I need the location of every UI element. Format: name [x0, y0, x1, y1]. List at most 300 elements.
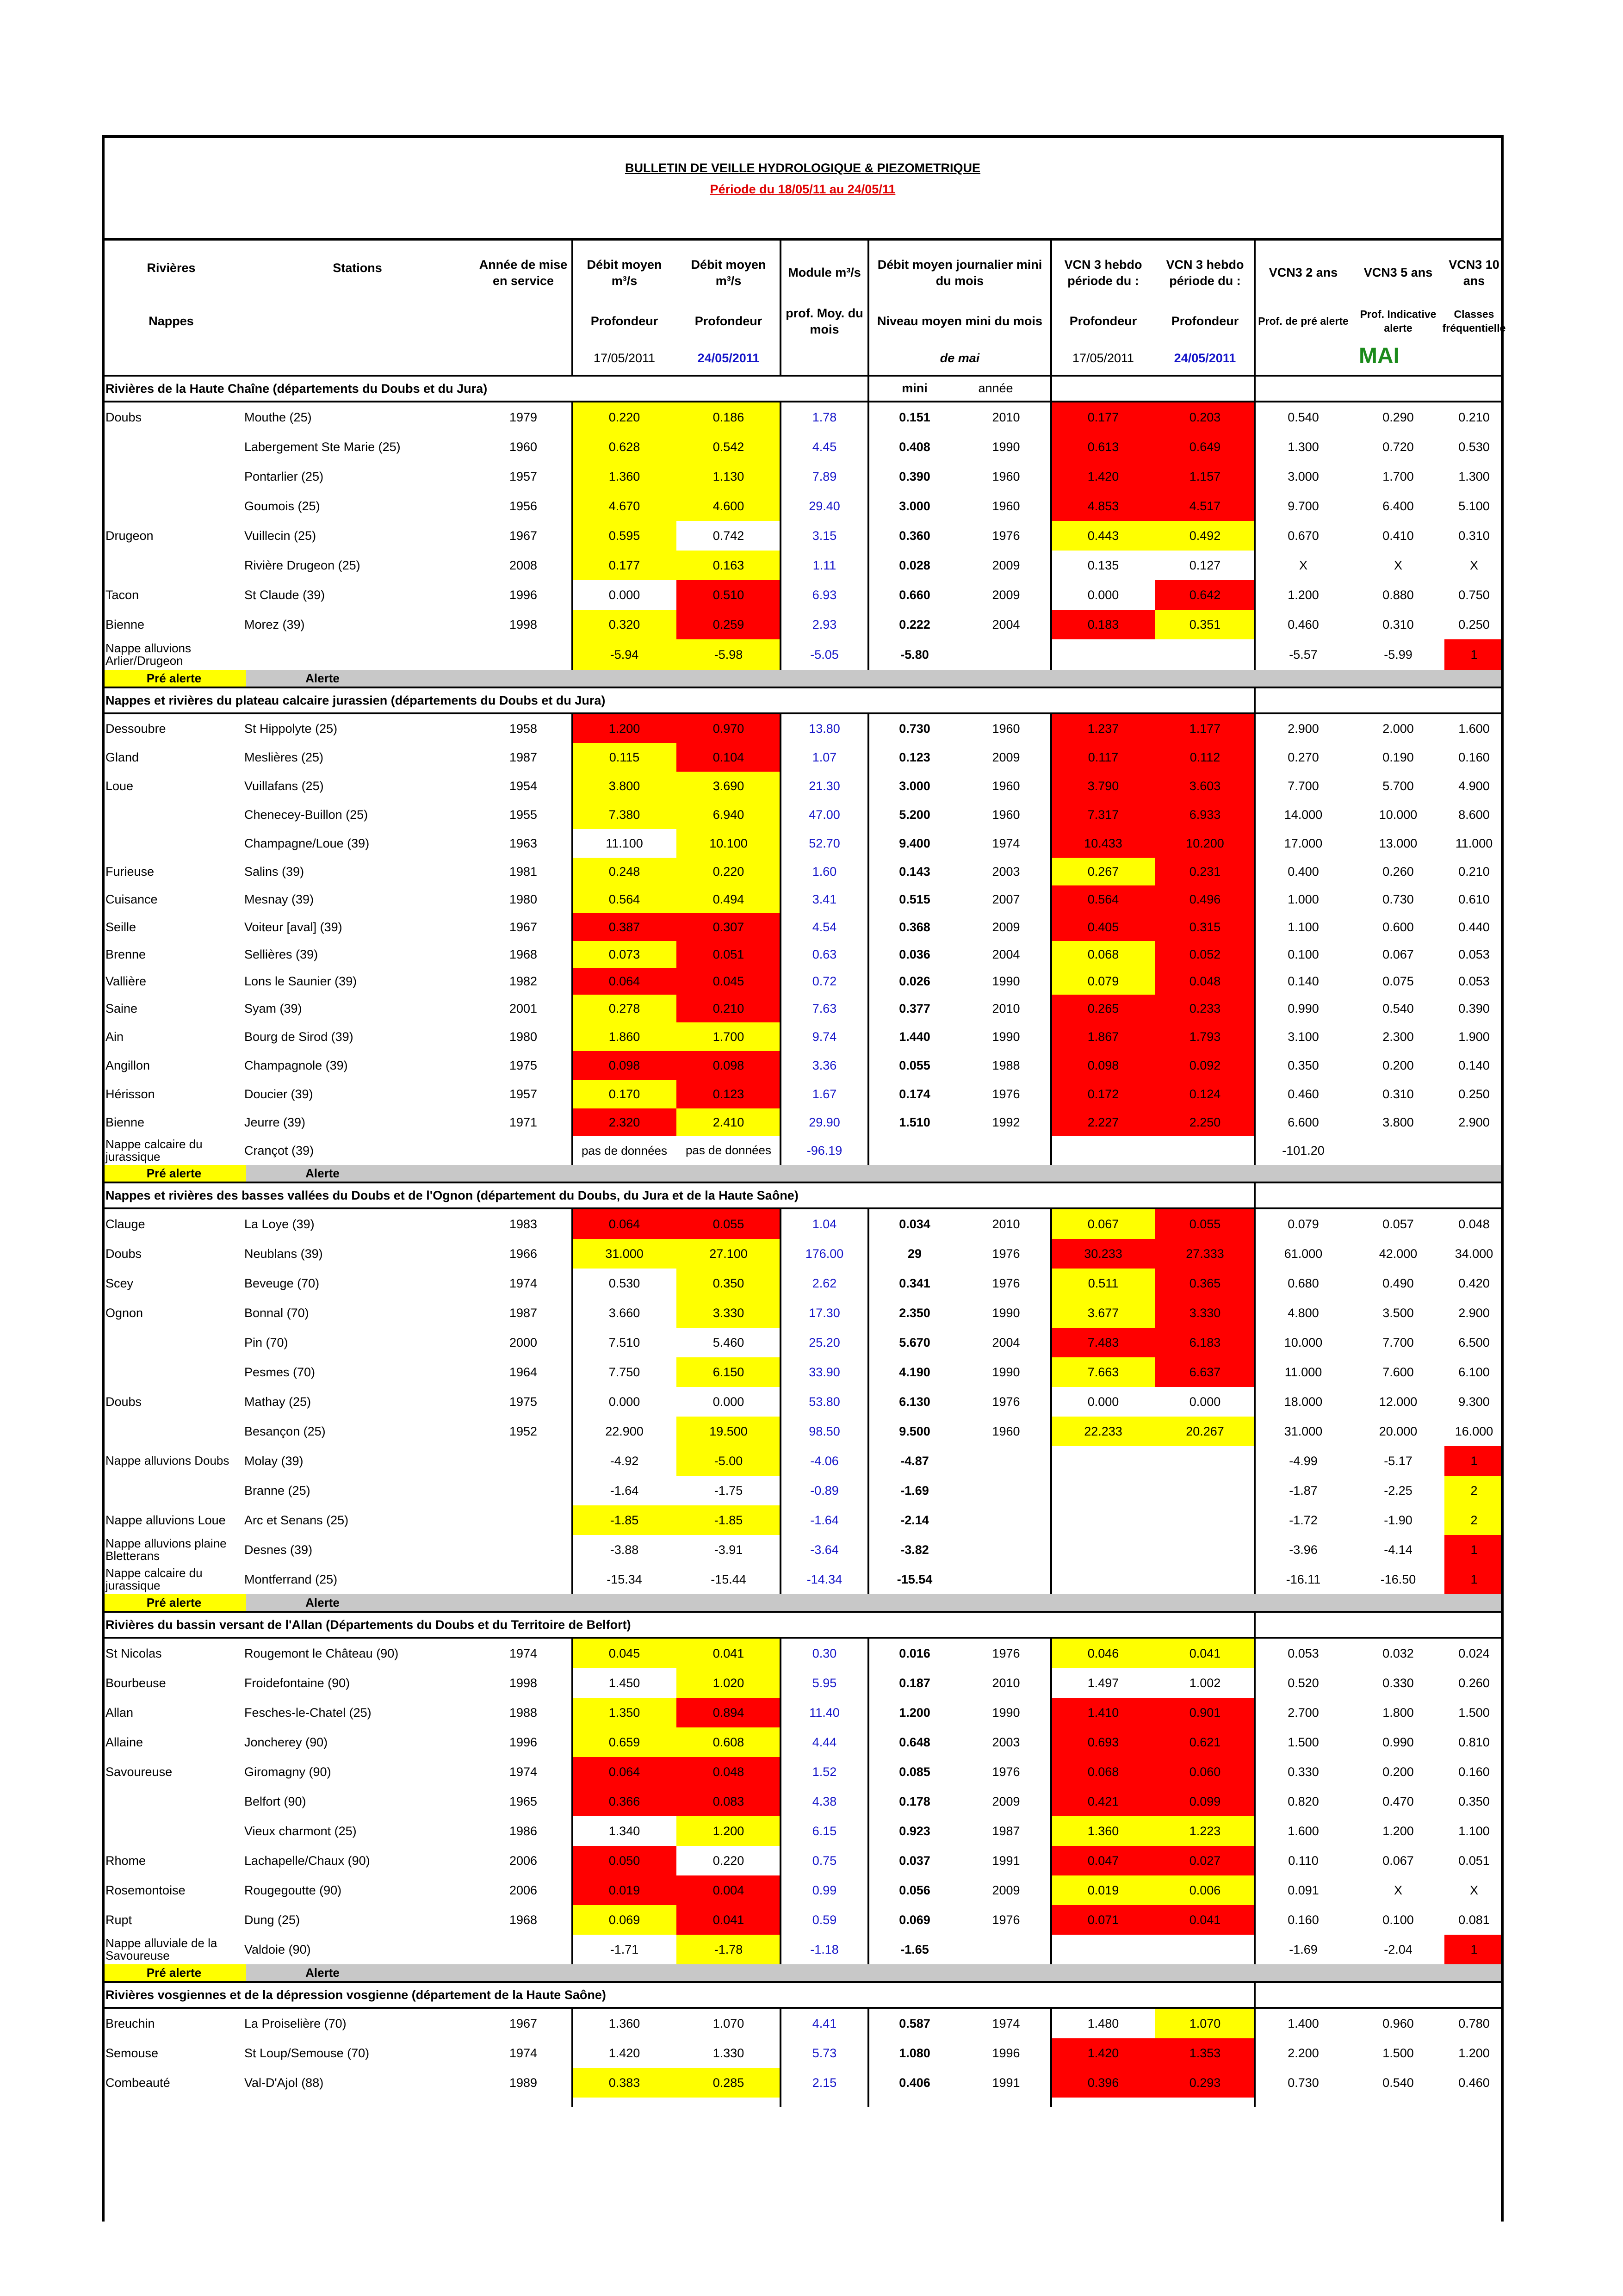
- cell-d1: 0.628: [572, 432, 676, 462]
- cell-mn: 0.055: [899, 1058, 930, 1072]
- cell-q2: 3.000: [1288, 469, 1319, 483]
- cell-q10: 0.810: [1458, 1735, 1490, 1749]
- cell-sta: Valdoie (90): [244, 1942, 311, 1956]
- cell-v2: 1.223: [1155, 1816, 1255, 1846]
- cell-q10: 1: [1444, 1565, 1504, 1594]
- cell-d2: 6.940: [676, 800, 781, 829]
- cell-v2: 0.041: [1155, 1639, 1255, 1668]
- cell-v2: 0.127: [1189, 558, 1221, 572]
- cell-mn: 0.016: [899, 1646, 930, 1660]
- header-annee: Année de mise en service: [479, 257, 568, 288]
- cell-mn: [868, 1136, 961, 1165]
- cell-mod: 11.40: [809, 1705, 840, 1720]
- cell-mod: 33.90: [809, 1365, 840, 1379]
- cell-q5: 7.600: [1382, 1365, 1414, 1379]
- cell-q5: -5.17: [1384, 1454, 1412, 1468]
- cell-d1: 0.595: [572, 521, 676, 551]
- cell-v2: 4.517: [1155, 491, 1255, 521]
- cell-q10: 1: [1444, 639, 1504, 670]
- cell-q2: 0.350: [1288, 1058, 1319, 1072]
- cell-v2: 1.070: [1155, 2009, 1255, 2038]
- cell-q5: -5.99: [1384, 647, 1412, 662]
- cell-d1: 0.248: [572, 858, 676, 885]
- cell-riv: Doubs: [105, 410, 142, 424]
- header-vcn3-10: VCN3 10 ans: [1449, 257, 1499, 288]
- cell-d1: pas de données: [581, 1143, 668, 1157]
- cell-q10: 0.210: [1458, 410, 1490, 424]
- cell-riv: Nappe alluvions Loue: [105, 1513, 226, 1527]
- cell-mn: 0.028: [899, 558, 930, 572]
- cell-mn: 3.000: [899, 779, 930, 793]
- cell-v2: [1155, 1476, 1255, 1505]
- cell-sta: Belfort (90): [244, 1794, 306, 1808]
- table-row: [102, 2068, 1504, 2098]
- cell-sta: Pontarlier (25): [244, 469, 324, 483]
- cell-q10: 0.160: [1458, 1764, 1490, 1779]
- cell-yr: 1963: [509, 836, 538, 850]
- cell-q5: X: [1394, 558, 1402, 572]
- cell-mod: 0.59: [812, 1912, 837, 1927]
- cell-d1: 0.530: [608, 1276, 640, 1290]
- cell-q10: 0.160: [1458, 750, 1490, 764]
- cell-v2: 27.333: [1155, 1239, 1255, 1269]
- bulletin-title: BULLETIN DE VEILLE HYDROLOGIQUE & PIEZOMETRIQUE: [625, 161, 981, 175]
- cell-mn: 0.036: [899, 947, 930, 961]
- cell-q5: 0.600: [1382, 920, 1414, 934]
- cell-v2: [1155, 1505, 1255, 1535]
- cell-riv: Rosemontoise: [105, 1883, 186, 1897]
- cell-ya: 1960: [992, 1424, 1020, 1438]
- cell-q10: 0.390: [1458, 1001, 1490, 1015]
- cell-mn: 1.440: [899, 1029, 930, 1044]
- cell-q5: 3.500: [1382, 1306, 1414, 1320]
- cell-v1: 0.443: [1051, 521, 1155, 551]
- cell-d2: 6.150: [676, 1357, 781, 1387]
- cell-d2: 0.186: [676, 402, 781, 432]
- cell-sta: Salins (39): [244, 864, 304, 879]
- cell-riv: Brenne: [105, 947, 146, 961]
- table-row: [102, 1905, 1504, 1935]
- cell-q5: 1.800: [1382, 1705, 1414, 1720]
- cell-q5: 1.500: [1382, 2046, 1414, 2060]
- cell-q5: 7.700: [1382, 1335, 1414, 1349]
- cell-q2: 0.110: [1288, 1853, 1319, 1868]
- cell-v2: 3.603: [1155, 772, 1255, 800]
- cell-v1: 1.360: [1051, 1816, 1155, 1846]
- cell-v1: [1051, 1476, 1155, 1505]
- cell-q10: 5.100: [1458, 499, 1490, 513]
- cell-q5: 2.300: [1382, 1029, 1414, 1044]
- cell-q5: 0.880: [1382, 588, 1414, 602]
- cell-q2: 1.100: [1288, 920, 1319, 934]
- cell-q10: 0.420: [1458, 1276, 1490, 1290]
- cell-d2: 0.350: [676, 1269, 781, 1298]
- cell-sta: Lachapelle/Chaux (90): [244, 1853, 370, 1868]
- cell-mn: 0.341: [899, 1276, 930, 1290]
- cell-riv: Clauge: [105, 1217, 145, 1231]
- cell-riv: [102, 1328, 241, 1357]
- cell-riv: Drugeon: [105, 528, 154, 543]
- cell-yr: 2000: [509, 1335, 538, 1349]
- cell-q10: 0.250: [1458, 617, 1490, 631]
- cell-q2: -1.72: [1289, 1513, 1318, 1527]
- cell-v1: 0.267: [1051, 858, 1155, 885]
- cell-yr: 2006: [509, 1883, 538, 1897]
- cell-v2: 0.365: [1155, 1269, 1255, 1298]
- table-row: [102, 2009, 1504, 2038]
- cell-d1: 0.387: [572, 913, 676, 941]
- cell-ya: 2010: [992, 1217, 1020, 1231]
- table-row: [102, 968, 1504, 995]
- section-title: Rivières de la Haute Chaîne (départements du Doubs et du Jura): [102, 375, 1504, 402]
- cell-q10: 9.300: [1458, 1394, 1490, 1409]
- cell-v1: 0.071: [1051, 1905, 1155, 1935]
- header-date-3: 17/05/2011: [1072, 351, 1134, 365]
- cell-yr: 1957: [509, 469, 538, 483]
- cell-mn: 0.143: [899, 864, 930, 879]
- cell-v2: 1.177: [1155, 714, 1255, 743]
- cell-ya: [961, 639, 1051, 670]
- table-row: [102, 1080, 1504, 1108]
- cell-yr: [474, 1565, 572, 1594]
- cell-riv: Nappe calcaire du jurassique: [105, 1566, 203, 1592]
- cell-sta: Dung (25): [244, 1912, 300, 1927]
- cell-mn: 6.130: [899, 1394, 930, 1409]
- table-row: [102, 2038, 1504, 2068]
- cell-mn: 0.187: [899, 1676, 930, 1690]
- cell-v2: [1155, 1136, 1255, 1165]
- cell-mod: 3.41: [812, 892, 837, 906]
- cell-q5: 20.000: [1379, 1424, 1418, 1438]
- cell-ya: 1976: [992, 1646, 1020, 1660]
- cell-q5: 1.200: [1382, 1824, 1414, 1838]
- cell-sta: Rougemont le Château (90): [244, 1646, 399, 1660]
- cell-sta: Rougegoutte (90): [244, 1883, 342, 1897]
- cell-yr: 1987: [509, 750, 538, 764]
- cell-d1: 11.100: [606, 836, 643, 850]
- cell-ya: 1991: [992, 2075, 1020, 2090]
- cell-q2: 0.540: [1288, 410, 1319, 424]
- cell-d1: 0.064: [572, 968, 676, 995]
- cell-q10: 0.750: [1458, 588, 1490, 602]
- cell-q10: 1.300: [1458, 469, 1490, 483]
- cell-q10: 0.310: [1458, 528, 1490, 543]
- cell-mod: 0.72: [812, 974, 837, 988]
- cell-mn: 29: [907, 1246, 922, 1261]
- cell-q2: 1.400: [1288, 2016, 1319, 2030]
- cell-sta: La Proiselière (70): [244, 2016, 347, 2030]
- cell-d2: 2.410: [676, 1108, 781, 1136]
- cell-v2: 1.793: [1155, 1022, 1255, 1051]
- cell-mn: 0.034: [899, 1217, 930, 1231]
- cell-yr: 1980: [509, 1029, 538, 1044]
- cell-d1: -4.92: [610, 1454, 639, 1468]
- cell-d2: 0.051: [676, 941, 781, 968]
- cell-q5: -2.25: [1384, 1483, 1412, 1498]
- cell-sta: Beveuge (70): [244, 1276, 320, 1290]
- cell-riv: St Nicolas: [105, 1646, 162, 1660]
- cell-v1: 1.497: [1087, 1676, 1119, 1690]
- cell-yr: 2008: [509, 558, 538, 572]
- cell-q10: 0.530: [1458, 439, 1490, 454]
- cell-q5: 0.100: [1382, 1912, 1414, 1927]
- cell-d2: 3.690: [676, 772, 781, 800]
- cell-q5: 5.700: [1382, 779, 1414, 793]
- cell-mod: 7.89: [812, 469, 837, 483]
- cell-q5: 0.200: [1382, 1058, 1414, 1072]
- cell-yr: 1982: [509, 974, 538, 988]
- table-row: [102, 885, 1504, 913]
- cell-sta: Joncherey (90): [244, 1735, 328, 1749]
- cell-v2: 0.901: [1155, 1698, 1255, 1727]
- cell-d2: -5.98: [676, 639, 781, 670]
- cell-d2: 0.608: [676, 1727, 781, 1757]
- cell-yr: [474, 639, 572, 670]
- cell-d1: 7.750: [608, 1365, 640, 1379]
- cell-v2: 0.006: [1155, 1875, 1255, 1905]
- cell-mn: 0.660: [899, 588, 930, 602]
- cell-mod: 0.99: [812, 1883, 837, 1897]
- table-row: [102, 462, 1504, 491]
- cell-v2: [1155, 1535, 1255, 1565]
- cell-q5: 0.032: [1382, 1646, 1414, 1660]
- cell-ya: 1988: [992, 1058, 1020, 1072]
- cell-d2: 0.494: [676, 885, 781, 913]
- cell-q2: -1.87: [1289, 1483, 1318, 1498]
- cell-sta: Mathay (25): [244, 1394, 311, 1409]
- cell-yr: 1998: [509, 617, 538, 631]
- cell-yr: 2001: [509, 1001, 538, 1015]
- cell-ya: 2004: [992, 617, 1020, 631]
- cell-q2: 1.300: [1288, 439, 1319, 454]
- cell-yr: 1968: [509, 1912, 538, 1927]
- cell-mn: 0.368: [899, 920, 930, 934]
- cell-sta: Meslières (25): [244, 750, 324, 764]
- table-row: [102, 743, 1504, 772]
- cell-ya: 2009: [992, 750, 1020, 764]
- cell-mn: -1.69: [900, 1483, 929, 1498]
- cell-d1: 0.073: [572, 941, 676, 968]
- cell-ya: 1976: [992, 1087, 1020, 1101]
- cell-d2: 19.500: [676, 1417, 781, 1446]
- cell-riv: [102, 462, 241, 491]
- cell-riv: [102, 1816, 241, 1846]
- cell-mn: 0.923: [899, 1824, 930, 1838]
- cell-q2: 17.000: [1284, 836, 1323, 850]
- cell-q5: 0.330: [1382, 1676, 1414, 1690]
- cell-riv: [102, 829, 241, 858]
- cell-sta: Syam (39): [244, 1001, 302, 1015]
- cell-riv: Hérisson: [105, 1087, 155, 1101]
- cell-q2: 3.100: [1288, 1029, 1319, 1044]
- cell-ya: 2003: [992, 1735, 1020, 1749]
- cell-q5: 0.260: [1382, 864, 1414, 879]
- cell-v2: 0.203: [1155, 402, 1255, 432]
- cell-d2: 0.510: [676, 580, 781, 610]
- cell-v1: 0.068: [1051, 941, 1155, 968]
- cell-v1: [1051, 639, 1155, 670]
- cell-sta: Lons le Saunier (39): [244, 974, 357, 988]
- cell-v1: 7.317: [1051, 800, 1155, 829]
- cell-v1: 1.480: [1087, 2016, 1119, 2030]
- cell-q2: 7.700: [1288, 779, 1319, 793]
- cell-d2: 0.045: [676, 968, 781, 995]
- cell-d2: 4.600: [676, 491, 781, 521]
- cell-yr: 1981: [509, 864, 538, 879]
- cell-ya: 2009: [992, 558, 1020, 572]
- cell-riv: Rhome: [105, 1853, 146, 1868]
- cell-yr: 1998: [509, 1676, 538, 1690]
- table-row: [102, 995, 1504, 1022]
- cell-ya: 1990: [992, 439, 1020, 454]
- cell-q10: 0.140: [1458, 1058, 1490, 1072]
- cell-q10: 0.053: [1458, 947, 1490, 961]
- cell-yr: 1974: [509, 1646, 538, 1660]
- cell-mn: 0.178: [899, 1794, 930, 1808]
- cell-ya: 2009: [992, 588, 1020, 602]
- cell-d1: 0.320: [572, 610, 676, 639]
- cell-ya: 1990: [992, 1705, 1020, 1720]
- table-row: [102, 1757, 1504, 1787]
- cell-yr: [474, 1935, 572, 1964]
- cell-yr: 1975: [509, 1058, 538, 1072]
- cell-q5: -4.14: [1384, 1542, 1412, 1557]
- cell-mod: -14.34: [806, 1572, 842, 1586]
- cell-mn: -4.87: [900, 1454, 929, 1468]
- cell-d1: -5.94: [572, 639, 676, 670]
- cell-d2: 3.330: [676, 1298, 781, 1328]
- cell-yr: [474, 1535, 572, 1565]
- cell-ya: 1990: [992, 974, 1020, 988]
- cell-d2: 0.048: [676, 1757, 781, 1787]
- cell-mn: 0.587: [899, 2016, 930, 2030]
- cell-yr: 1974: [509, 1276, 538, 1290]
- cell-mn: 0.151: [899, 410, 930, 424]
- cell-yr: 1979: [509, 410, 538, 424]
- cell-v1: 22.233: [1051, 1417, 1155, 1446]
- cell-mn: 0.026: [899, 974, 930, 988]
- cell-sta: Vuillecin (25): [244, 528, 316, 543]
- cell-v1: 7.663: [1051, 1357, 1155, 1387]
- cell-d1: 0.177: [572, 551, 676, 580]
- cell-riv: Nappe alluvions Doubs: [105, 1454, 229, 1468]
- cell-riv: Breuchin: [105, 2016, 155, 2030]
- cell-q5: 0.067: [1382, 1853, 1414, 1868]
- alert-legend: [102, 1594, 1504, 1611]
- cell-v1: 0.693: [1051, 1727, 1155, 1757]
- cell-v1: 0.117: [1051, 743, 1155, 772]
- cell-mod: 3.15: [812, 528, 837, 543]
- cell-mod: 1.78: [812, 410, 837, 424]
- cell-q2: 0.730: [1288, 2075, 1319, 2090]
- cell-q10: 0.048: [1458, 1217, 1490, 1231]
- cell-d2: 1.070: [712, 2016, 744, 2030]
- cell-mod: 4.41: [812, 2016, 837, 2030]
- cell-mn: 0.174: [899, 1087, 930, 1101]
- cell-d1: 0.170: [572, 1080, 676, 1108]
- cell-d2: 0.894: [676, 1698, 781, 1727]
- legend-alerte: Alerte: [305, 671, 340, 685]
- cell-riv: Loue: [105, 779, 134, 793]
- cell-q2: 4.800: [1288, 1306, 1319, 1320]
- cell-ya: 1976: [992, 1276, 1020, 1290]
- cell-riv: [102, 1476, 241, 1505]
- table-row: [102, 580, 1504, 610]
- cell-mod: 1.07: [812, 750, 837, 764]
- cell-mod: 9.74: [812, 1029, 837, 1044]
- cell-yr: 1967: [509, 2016, 538, 2030]
- header-date-4: 24/05/2011: [1174, 351, 1236, 365]
- cell-ya: 2010: [992, 1676, 1020, 1690]
- cell-riv: Nappe alluvions plaine Bletterans: [105, 1536, 227, 1563]
- cell-mod: 6.15: [812, 1824, 837, 1838]
- cell-riv: Bourbeuse: [105, 1676, 166, 1690]
- cell-v2: 0.099: [1155, 1787, 1255, 1816]
- cell-q2: 0.079: [1288, 1217, 1319, 1231]
- table-row: [102, 521, 1504, 551]
- cell-d2: 0.307: [676, 913, 781, 941]
- cell-d1: 1.340: [608, 1824, 640, 1838]
- cell-sta: Crançot (39): [244, 1143, 314, 1157]
- cell-d1: 0.115: [572, 743, 676, 772]
- bulletin-period: Période du 18/05/11 au 24/05/11: [710, 182, 896, 196]
- cell-riv: Cuisance: [105, 892, 158, 906]
- cell-sta: Val-D'Ajol (88): [244, 2075, 324, 2090]
- cell-ya: 1960: [992, 779, 1020, 793]
- cell-q5: 13.000: [1379, 836, 1418, 850]
- cell-d2: -1.85: [676, 1505, 781, 1535]
- cell-q10: 1: [1444, 1446, 1504, 1476]
- cell-mn: -2.14: [900, 1513, 929, 1527]
- cell-d2: 0.055: [676, 1209, 781, 1239]
- cell-q5: 0.075: [1382, 974, 1414, 988]
- cell-yr: 1987: [509, 1306, 538, 1320]
- cell-riv: Allan: [105, 1705, 134, 1720]
- cell-yr: 1956: [509, 499, 538, 513]
- cell-mod: 25.20: [809, 1335, 840, 1349]
- cell-ya: 1990: [992, 1365, 1020, 1379]
- cell-q10: 2: [1444, 1505, 1504, 1535]
- cell-d2: 0.220: [676, 858, 781, 885]
- cell-q2: 31.000: [1284, 1424, 1323, 1438]
- table-row: [102, 1846, 1504, 1875]
- cell-q2: 9.700: [1288, 499, 1319, 513]
- cell-yr: 1957: [509, 1087, 538, 1101]
- cell-d1: 31.000: [572, 1239, 676, 1269]
- cell-v1: 0.067: [1051, 1209, 1155, 1239]
- cell-ya: 2010: [992, 1001, 1020, 1015]
- cell-q10: 6.500: [1458, 1335, 1490, 1349]
- cell-sta: Branne (25): [244, 1483, 310, 1498]
- header-mini: mini: [902, 381, 928, 396]
- table-row: [102, 1387, 1504, 1417]
- cell-riv: [102, 800, 241, 829]
- cell-mn: 5.200: [899, 807, 930, 822]
- cell-v2: 0.060: [1155, 1757, 1255, 1787]
- cell-v1: 0.421: [1051, 1787, 1155, 1816]
- cell-q10: 0.024: [1458, 1646, 1490, 1660]
- table-row: [102, 1108, 1504, 1136]
- cell-mod: 0.75: [812, 1853, 837, 1868]
- cell-yr: 2006: [509, 1853, 538, 1868]
- cell-riv: Dessoubre: [105, 721, 166, 736]
- cell-q5: 0.540: [1382, 2075, 1414, 2090]
- cell-d2: 0.742: [712, 528, 744, 543]
- cell-yr: 1986: [509, 1824, 538, 1838]
- cell-d1: 0.000: [608, 588, 640, 602]
- cell-mn: 4.190: [899, 1365, 930, 1379]
- cell-v1: 3.677: [1051, 1298, 1155, 1328]
